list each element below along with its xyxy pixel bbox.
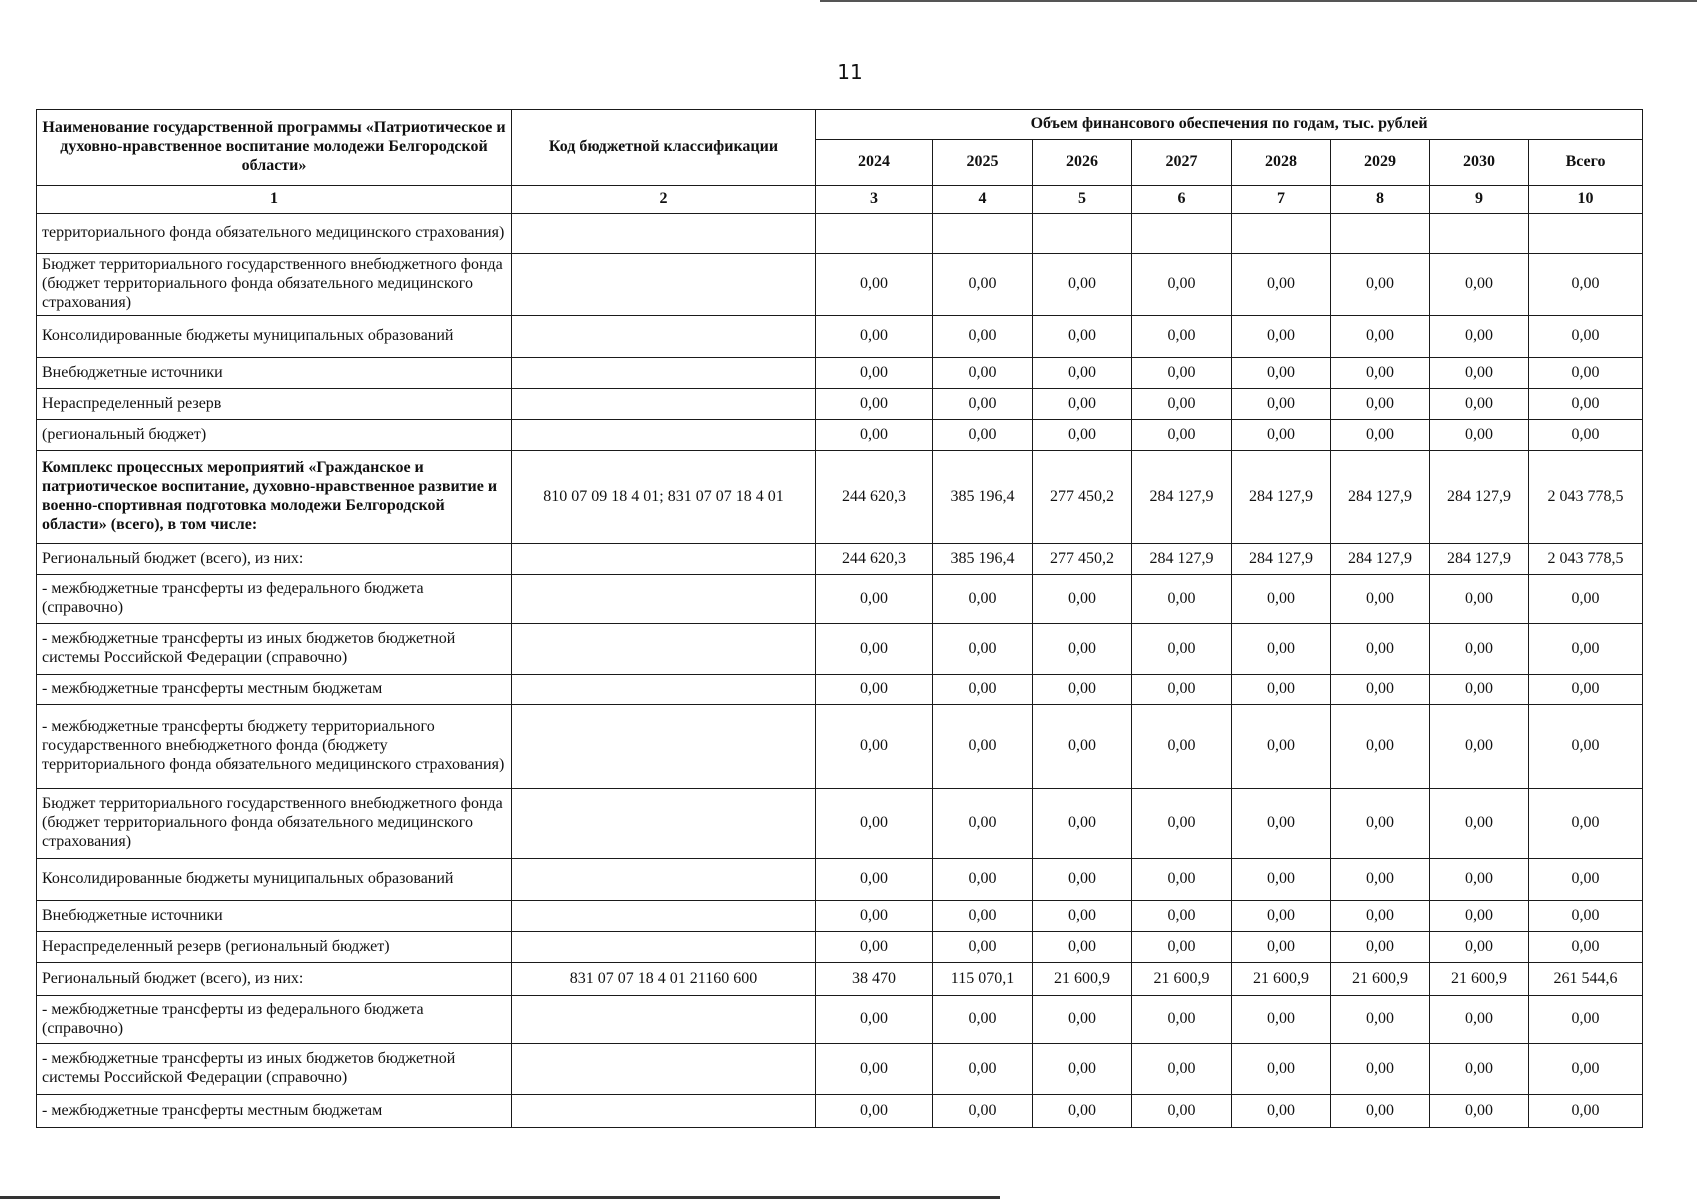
row-code	[512, 996, 816, 1044]
row-value: 0,00	[933, 675, 1033, 705]
table-row	[37, 544, 1643, 575]
row-value: 284 127,9	[1232, 544, 1331, 575]
header-year: 2024	[816, 140, 933, 186]
row-value: 0,00	[933, 1044, 1033, 1095]
table-row	[37, 316, 1643, 358]
column-number: 1	[37, 186, 512, 214]
row-value: 0,00	[1132, 1095, 1232, 1128]
row-value: 2 043 778,5	[1529, 451, 1643, 544]
row-value: 0,00	[1331, 789, 1430, 859]
row-value: 0,00	[1132, 316, 1232, 358]
row-code	[512, 358, 816, 389]
page-number: 11	[837, 60, 863, 84]
row-value: 0,00	[1430, 316, 1529, 358]
row-value: 0,00	[816, 932, 933, 963]
row-name: - межбюджетные трансферты местным бюджетам	[37, 675, 512, 705]
row-value: 0,00	[1331, 675, 1430, 705]
row-value: 284 127,9	[1132, 451, 1232, 544]
row-value: 0,00	[1232, 1095, 1331, 1128]
row-value: 0,00	[933, 316, 1033, 358]
row-value: 0,00	[933, 996, 1033, 1044]
row-value: 0,00	[1033, 901, 1132, 932]
row-value: 0,00	[1529, 316, 1643, 358]
row-value: 0,00	[1430, 932, 1529, 963]
row-value: 0,00	[1529, 389, 1643, 420]
row-value	[933, 214, 1033, 254]
row-value: 244 620,3	[816, 544, 933, 575]
row-code	[512, 1044, 816, 1095]
row-value: 21 600,9	[1430, 963, 1529, 996]
row-value: 0,00	[1232, 705, 1331, 789]
row-value: 0,00	[933, 789, 1033, 859]
column-number: 3	[816, 186, 933, 214]
row-name: (региональный бюджет)	[37, 420, 512, 451]
row-value: 0,00	[1232, 575, 1331, 624]
row-value: 0,00	[816, 1095, 933, 1128]
row-value: 0,00	[1033, 254, 1132, 316]
row-value: 0,00	[1232, 859, 1331, 901]
row-value: 0,00	[1529, 624, 1643, 675]
row-value: 0,00	[933, 420, 1033, 451]
row-value: 0,00	[1331, 1044, 1430, 1095]
row-value: 0,00	[1529, 1095, 1643, 1128]
row-name: Комплекс процессных мероприятий «Гражданское и патриотическое воспитание, духовно-нравственное развитие и военно-спортивная подготовка молодежи Белгородской области» (всего), в том числе:	[37, 451, 512, 544]
row-code	[512, 789, 816, 859]
row-value: 0,00	[1529, 1044, 1643, 1095]
row-value: 0,00	[933, 389, 1033, 420]
table-row	[37, 624, 1643, 675]
header-year: 2026	[1033, 140, 1132, 186]
row-value: 0,00	[816, 901, 933, 932]
row-name: Нераспределенный резерв (региональный бюджет)	[37, 932, 512, 963]
row-name: Бюджет территориального государственного внебюджетного фонда (бюджет территориального фонда обязательного медицинского страхования)	[37, 789, 512, 859]
row-value: 0,00	[1033, 1095, 1132, 1128]
header-row-1	[37, 110, 1643, 140]
table-row	[37, 1095, 1643, 1128]
row-value	[1529, 214, 1643, 254]
row-code	[512, 1095, 816, 1128]
row-code	[512, 859, 816, 901]
row-value: 0,00	[1529, 901, 1643, 932]
row-code	[512, 575, 816, 624]
row-value: 0,00	[1430, 358, 1529, 389]
table-row	[37, 254, 1643, 316]
row-value: 0,00	[1430, 996, 1529, 1044]
row-name: Консолидированные бюджеты муниципальных образований	[37, 859, 512, 901]
row-value: 284 127,9	[1430, 451, 1529, 544]
column-number: 10	[1529, 186, 1643, 214]
row-value: 0,00	[1529, 996, 1643, 1044]
row-value: 0,00	[1033, 859, 1132, 901]
table-row	[37, 451, 1643, 544]
row-value: 0,00	[1529, 705, 1643, 789]
row-value: 0,00	[1529, 254, 1643, 316]
row-name: - межбюджетные трансферты из федерального бюджета (справочно)	[37, 575, 512, 624]
row-value: 0,00	[1529, 358, 1643, 389]
row-value: 21 600,9	[1132, 963, 1232, 996]
row-value: 0,00	[816, 389, 933, 420]
column-number: 2	[512, 186, 816, 214]
row-value: 0,00	[816, 254, 933, 316]
row-value: 0,00	[1529, 420, 1643, 451]
row-value: 21 600,9	[1331, 963, 1430, 996]
row-value: 0,00	[1232, 624, 1331, 675]
row-value: 0,00	[1331, 624, 1430, 675]
row-value: 0,00	[1132, 420, 1232, 451]
table-row	[37, 420, 1643, 451]
row-value: 0,00	[1331, 901, 1430, 932]
row-value: 0,00	[1033, 1044, 1132, 1095]
row-code	[512, 544, 816, 575]
row-code	[512, 901, 816, 932]
row-value: 0,00	[1033, 675, 1132, 705]
header-year: 2028	[1232, 140, 1331, 186]
table-row	[37, 901, 1643, 932]
header-year: 2030	[1430, 140, 1529, 186]
row-value: 0,00	[1132, 705, 1232, 789]
row-value: 0,00	[816, 358, 933, 389]
row-value: 385 196,4	[933, 451, 1033, 544]
row-value: 0,00	[1033, 358, 1132, 389]
row-value: 0,00	[1132, 789, 1232, 859]
header-year: Всего	[1529, 140, 1643, 186]
row-value: 0,00	[1132, 1044, 1232, 1095]
row-value: 0,00	[933, 932, 1033, 963]
row-value: 0,00	[933, 575, 1033, 624]
row-value: 0,00	[1033, 932, 1132, 963]
column-number: 5	[1033, 186, 1132, 214]
row-value: 0,00	[816, 420, 933, 451]
row-value: 0,00	[1132, 859, 1232, 901]
row-value: 284 127,9	[1331, 451, 1430, 544]
top-rule	[820, 0, 1697, 2]
row-value	[1132, 214, 1232, 254]
row-value: 0,00	[816, 316, 933, 358]
column-numbers-row	[37, 186, 1643, 214]
column-number: 9	[1430, 186, 1529, 214]
row-value: 0,00	[1430, 675, 1529, 705]
row-value: 0,00	[1430, 254, 1529, 316]
row-value: 0,00	[1430, 624, 1529, 675]
row-name: - межбюджетные трансферты бюджету территориального государственного внебюджетного фонда (бюджету территориального фонда обязательного медицинского страхования)	[37, 705, 512, 789]
table-row	[37, 996, 1643, 1044]
row-value: 0,00	[1132, 358, 1232, 389]
table-row	[37, 963, 1643, 996]
row-value: 0,00	[1430, 389, 1529, 420]
row-value: 0,00	[1232, 1044, 1331, 1095]
row-code: 831 07 07 18 4 01 21160 600	[512, 963, 816, 996]
table-row	[37, 789, 1643, 859]
row-value: 385 196,4	[933, 544, 1033, 575]
row-value	[1232, 214, 1331, 254]
row-name: - межбюджетные трансферты местным бюджетам	[37, 1095, 512, 1128]
column-number: 7	[1232, 186, 1331, 214]
header-code: Код бюджетной классификации	[512, 110, 816, 186]
row-value: 21 600,9	[1033, 963, 1132, 996]
row-value	[1331, 214, 1430, 254]
row-value: 0,00	[1132, 624, 1232, 675]
row-value	[1430, 214, 1529, 254]
row-value: 0,00	[1232, 389, 1331, 420]
row-code	[512, 675, 816, 705]
row-value: 0,00	[1033, 789, 1132, 859]
row-value: 0,00	[1132, 932, 1232, 963]
row-value: 0,00	[1232, 789, 1331, 859]
row-value: 0,00	[1430, 420, 1529, 451]
row-value: 0,00	[1033, 705, 1132, 789]
row-value: 0,00	[1331, 358, 1430, 389]
row-value: 0,00	[1430, 1044, 1529, 1095]
row-value: 0,00	[1529, 859, 1643, 901]
row-value: 0,00	[933, 705, 1033, 789]
row-value: 284 127,9	[1430, 544, 1529, 575]
table-row	[37, 932, 1643, 963]
row-value: 38 470	[816, 963, 933, 996]
row-value: 0,00	[1331, 575, 1430, 624]
row-value: 0,00	[1033, 316, 1132, 358]
row-value: 0,00	[1232, 358, 1331, 389]
header-year: 2029	[1331, 140, 1430, 186]
row-value: 21 600,9	[1232, 963, 1331, 996]
row-value: 0,00	[933, 901, 1033, 932]
row-name: - межбюджетные трансферты из иных бюджетов бюджетной системы Российской Федерации (справочно)	[37, 624, 512, 675]
row-value: 0,00	[1232, 420, 1331, 451]
table-row	[37, 1044, 1643, 1095]
table-row	[37, 859, 1643, 901]
column-number: 6	[1132, 186, 1232, 214]
row-value: 0,00	[816, 859, 933, 901]
row-name: территориального фонда обязательного медицинского страхования)	[37, 214, 512, 254]
bottom-rule	[0, 1196, 1000, 1199]
row-value: 0,00	[1331, 859, 1430, 901]
row-value: 0,00	[1331, 316, 1430, 358]
row-value: 0,00	[1132, 389, 1232, 420]
row-name: Консолидированные бюджеты муниципальных образований	[37, 316, 512, 358]
row-value: 0,00	[1132, 254, 1232, 316]
row-code	[512, 705, 816, 789]
row-value	[816, 214, 933, 254]
row-value: 0,00	[933, 358, 1033, 389]
row-value: 0,00	[1232, 996, 1331, 1044]
header-year: 2025	[933, 140, 1033, 186]
row-value: 0,00	[816, 705, 933, 789]
row-value: 0,00	[1033, 624, 1132, 675]
header-year: 2027	[1132, 140, 1232, 186]
row-value: 0,00	[1132, 901, 1232, 932]
row-value: 0,00	[1033, 420, 1132, 451]
row-value: 0,00	[1331, 254, 1430, 316]
row-value: 0,00	[1529, 932, 1643, 963]
row-code	[512, 389, 816, 420]
row-code	[512, 624, 816, 675]
column-number: 4	[933, 186, 1033, 214]
row-value: 0,00	[933, 1095, 1033, 1128]
table-row	[37, 705, 1643, 789]
table-row	[37, 675, 1643, 705]
row-value: 0,00	[816, 1044, 933, 1095]
row-name: Внебюджетные источники	[37, 358, 512, 389]
row-value: 0,00	[816, 789, 933, 859]
table-row	[37, 575, 1643, 624]
row-value: 0,00	[816, 624, 933, 675]
row-value: 277 450,2	[1033, 544, 1132, 575]
row-name: Региональный бюджет (всего), из них:	[37, 963, 512, 996]
row-value: 0,00	[1529, 789, 1643, 859]
row-value: 0,00	[816, 675, 933, 705]
row-value: 115 070,1	[933, 963, 1033, 996]
row-name: Нераспределенный резерв	[37, 389, 512, 420]
row-value: 0,00	[1430, 1095, 1529, 1128]
row-value: 0,00	[1033, 575, 1132, 624]
row-value: 0,00	[1331, 1095, 1430, 1128]
table-row	[37, 389, 1643, 420]
row-name: - межбюджетные трансферты из иных бюджетов бюджетной системы Российской Федерации (справочно)	[37, 1044, 512, 1095]
table-row	[37, 214, 1643, 254]
row-value: 0,00	[1529, 575, 1643, 624]
row-value: 0,00	[1430, 859, 1529, 901]
row-value: 0,00	[1232, 932, 1331, 963]
row-code	[512, 214, 816, 254]
table-row	[37, 358, 1643, 389]
row-code	[512, 254, 816, 316]
row-name: - межбюджетные трансферты из федерального бюджета (справочно)	[37, 996, 512, 1044]
row-value	[1033, 214, 1132, 254]
row-value: 277 450,2	[1033, 451, 1132, 544]
row-value: 284 127,9	[1232, 451, 1331, 544]
row-value: 0,00	[1132, 996, 1232, 1044]
row-value: 0,00	[816, 575, 933, 624]
row-code: 810 07 09 18 4 01; 831 07 07 18 4 01	[512, 451, 816, 544]
row-code	[512, 932, 816, 963]
row-value: 0,00	[933, 254, 1033, 316]
row-value: 0,00	[1331, 705, 1430, 789]
row-name: Региональный бюджет (всего), из них:	[37, 544, 512, 575]
row-code	[512, 420, 816, 451]
row-value: 0,00	[1132, 575, 1232, 624]
row-name: Внебюджетные источники	[37, 901, 512, 932]
row-value: 0,00	[1430, 705, 1529, 789]
row-name: Бюджет территориального государственного внебюджетного фонда (бюджет территориального фонда обязательного медицинского страхования)	[37, 254, 512, 316]
row-value: 0,00	[1232, 675, 1331, 705]
row-value: 244 620,3	[816, 451, 933, 544]
row-value: 0,00	[1132, 675, 1232, 705]
row-value: 0,00	[1331, 389, 1430, 420]
row-value: 0,00	[816, 996, 933, 1044]
row-code	[512, 316, 816, 358]
header-volume: Объем финансового обеспечения по годам, тыс. рублей	[816, 110, 1643, 140]
row-value: 284 127,9	[1331, 544, 1430, 575]
row-value: 0,00	[1430, 575, 1529, 624]
row-value: 0,00	[1430, 901, 1529, 932]
header-program-name: Наименование государственной программы «Патриотическое и духовно-нравственное воспитание молодежи Белгородской области»	[37, 110, 512, 186]
row-value: 0,00	[1232, 254, 1331, 316]
row-value: 0,00	[1033, 996, 1132, 1044]
row-value: 0,00	[933, 624, 1033, 675]
row-value: 0,00	[1331, 996, 1430, 1044]
row-value: 0,00	[1232, 316, 1331, 358]
row-value: 0,00	[933, 859, 1033, 901]
row-value: 0,00	[1529, 675, 1643, 705]
row-value: 261 544,6	[1529, 963, 1643, 996]
row-value: 284 127,9	[1132, 544, 1232, 575]
row-value: 0,00	[1331, 420, 1430, 451]
budget-table	[36, 109, 1643, 1128]
row-value: 0,00	[1430, 789, 1529, 859]
row-value: 2 043 778,5	[1529, 544, 1643, 575]
table-body	[37, 214, 1643, 1128]
column-number: 8	[1331, 186, 1430, 214]
row-value: 0,00	[1033, 389, 1132, 420]
row-value: 0,00	[1331, 932, 1430, 963]
row-value: 0,00	[1232, 901, 1331, 932]
